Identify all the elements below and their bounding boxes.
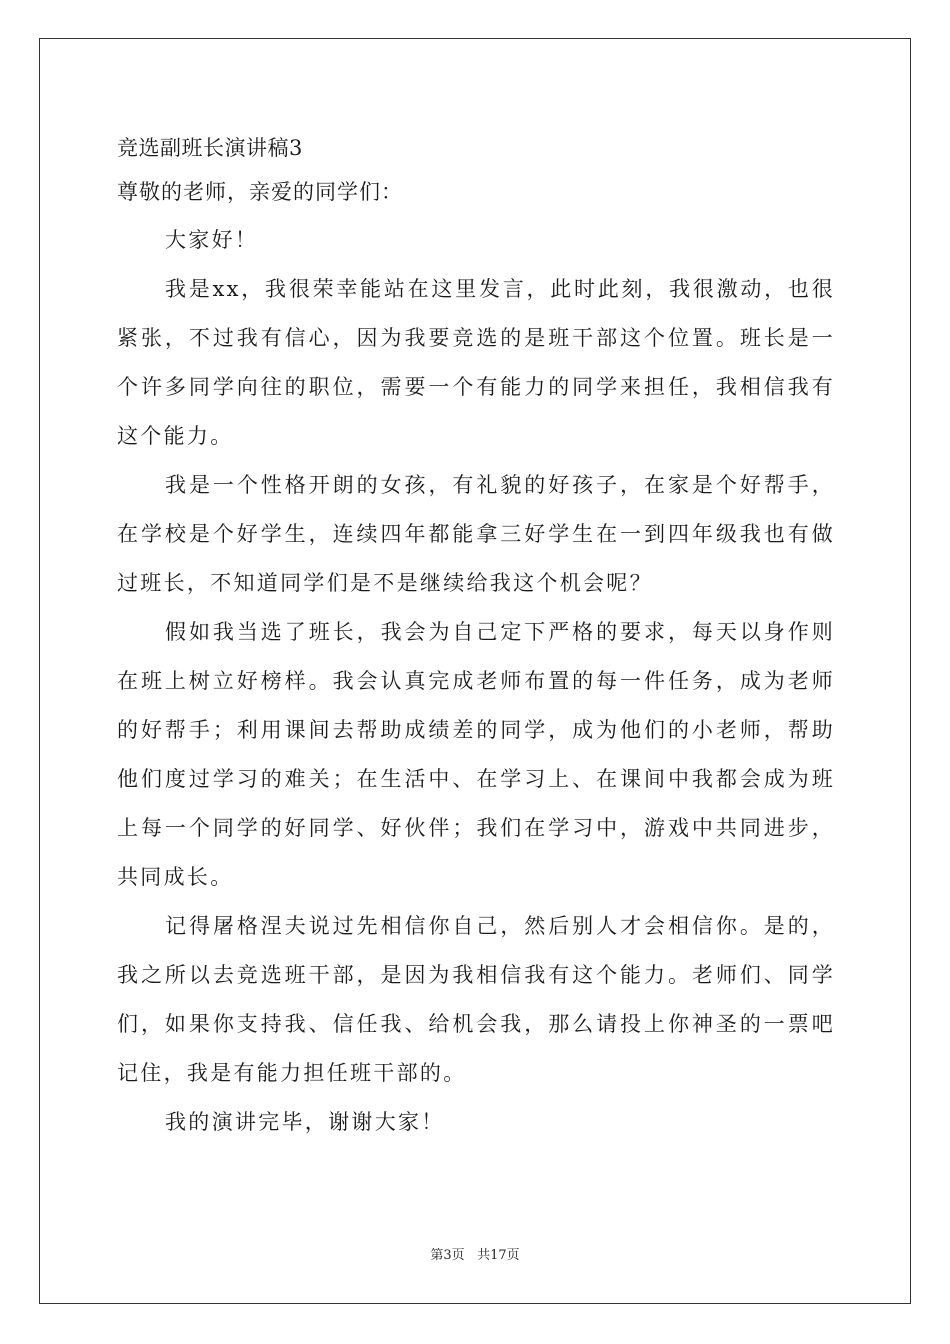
document-body [117,130,835,1147]
paragraph-closing: 我的演讲完毕，谢谢大家！ [165,1110,445,1134]
paragraph-self-description: 我是一个性格开朗的女孩，有礼貌的好孩子，在家是个好帮手，在学校是个好学生，连续四年都能拿三好学生在一到四年级我也有做过班长，不知道同学们是不是继续给我这个机会呢？ [117,473,835,595]
paragraph-promises: 假如我当选了班长，我会为自己定下严格的要求，每天以身作则在班上树立好榜样。我会认真完成老师布置的每一件任务，成为老师的好帮手；利用课间去帮助成绩差的同学，成为他们的小老师，帮助他们度过学习的难关；在生活中、在学习上、在课间中我都会成为班上每一个同学的好同学、好伙伴；我们在学习中，游戏中共同进步，共同成长。 [117,620,835,889]
page-number: 第3页 [430,1248,465,1263]
paragraph-greeting: 大家好！ [165,228,259,252]
page-footer [0,1247,950,1265]
document-title: 竞选副班长演讲稿3 [117,136,303,160]
paragraph-quote: 记得屠格涅夫说过先相信你自己，然后别人才会相信你。是的，我之所以去竞选班干部，是因为我相信我有这个能力。老师们、同学们，如果你支持我、信任我、给机会我，那么请投上你神圣的一票吧记住，我是有能力担任班干部的。 [117,914,835,1085]
paragraph-intro: 我是xx，我很荣幸能站在这里发言，此时此刻，我很激动，也很紧张，不过我有信心，因为我要竞选的是班干部这个位置。班长是一个许多同学向往的职位，需要一个有能力的同学来担任，我相信我有这个能力。 [117,277,835,448]
page-total: 共17页 [477,1248,520,1263]
salutation: 尊敬的老师，亲爱的同学们： [117,180,403,204]
